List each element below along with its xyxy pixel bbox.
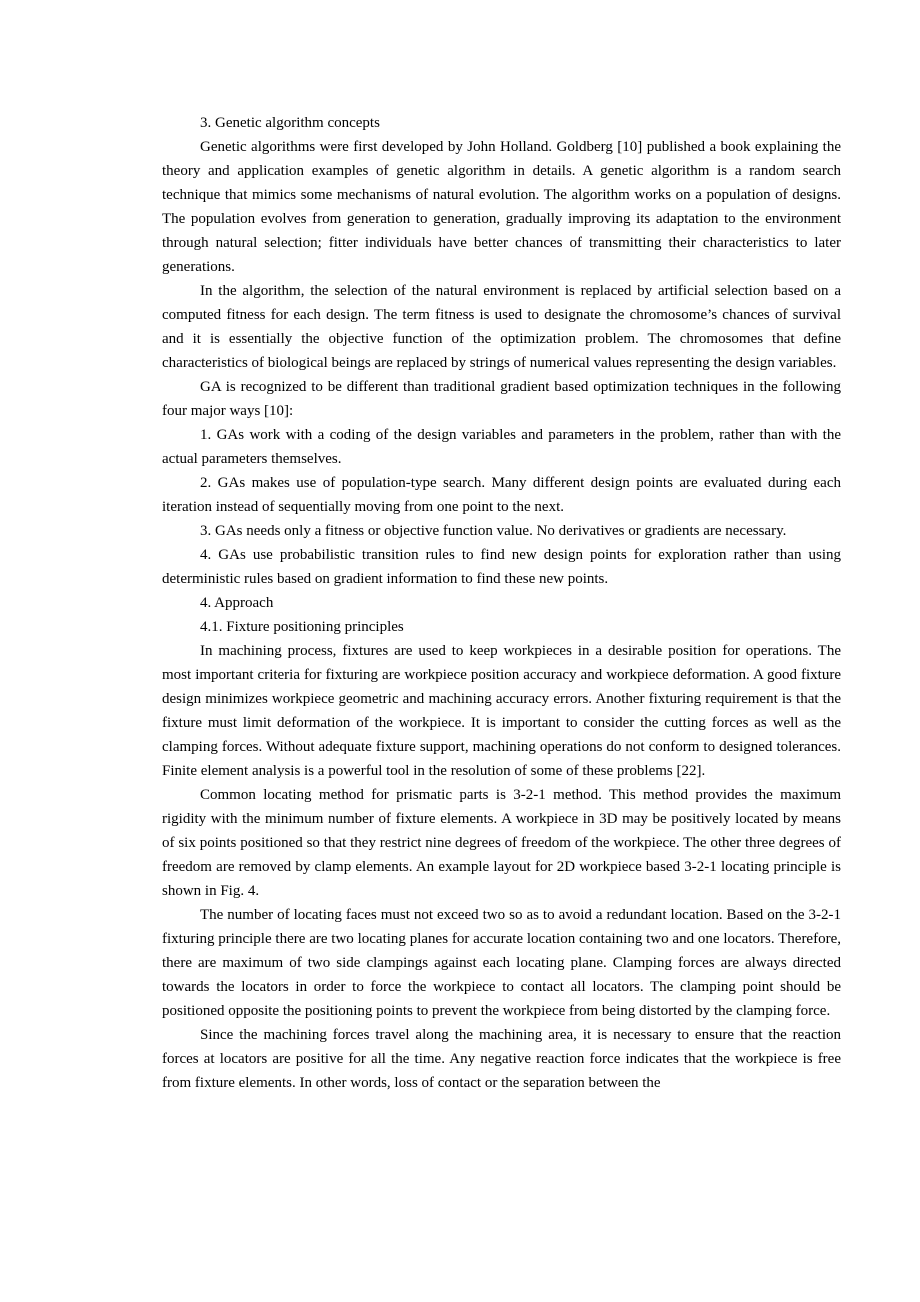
list-item-3: 3. GAs needs only a fitness or objective function value. No derivatives or gradients are necessary. xyxy=(200,523,787,539)
section-4-heading: 4. Approach xyxy=(200,595,274,611)
paragraph-ga-history: Genetic algorithms were first developed by John Holland. Goldberg [10] published a book explaining the theory and application examples of genetic algorithm in details. A genetic algorithm is a random search technique that mimics some mechanisms of natural evolution. The algorithm works on a population of designs. The population evolves from generation to generation, gradually improving its adaptation to the environment through natural selection; fitter individuals have better chances of transmitting their characteristics to later generations. xyxy=(162,139,841,275)
list-item-1: 1. GAs work with a coding of the design variables and parameters in the problem, rather than with the actual parameters themselves. xyxy=(162,427,841,467)
document-page xyxy=(162,111,841,1095)
paragraph-reaction-forces: Since the machining forces travel along the machining area, it is necessary to ensure that the reaction forces at locators are positive for all the time. Any negative reaction force indicates that the workpiece is free from fixture elements. In other words, loss of contact or the separation between the xyxy=(162,1027,841,1091)
section-3-heading: 3. Genetic algorithm concepts xyxy=(200,115,380,131)
paragraph-ga-selection: In the algorithm, the selection of the natural environment is replaced by artificial selection based on a computed fitness for each design. The term fitness is used to designate the chromosome’s chances of survival and it is essentially the objective function of the optimization problem. The chromosomes that define characteristics of biological beings are replaced by strings of numerical values representing the design variables. xyxy=(162,283,841,371)
paragraph-locating-faces: The number of locating faces must not exceed two so as to avoid a redundant location. Based on the 3-2-1 fixturing principle there are two locating planes for accurate location containing two and one locators. Therefore, there are maximum of two side clampings against each locating plane. Clamping forces are always directed towards the locators in order to force the workpiece to contact all locators. The clamping point should be positioned opposite the positioning points to prevent the workpiece from being distorted by the clamping force. xyxy=(162,907,841,1019)
list-item-4: 4. GAs use probabilistic transition rules to find new design points for exploration rather than using deterministic rules based on gradient information to find these new points. xyxy=(162,547,841,587)
list-item-2: 2. GAs makes use of population-type search. Many different design points are evaluated during each iteration instead of sequentially moving from one point to the next. xyxy=(162,475,841,515)
paragraph-ga-differences: GA is recognized to be different than traditional gradient based optimization techniques in the following four major ways [10]: xyxy=(162,379,841,419)
paragraph-321-method: Common locating method for prismatic parts is 3-2-1 method. This method provides the maximum rigidity with the minimum number of fixture elements. A workpiece in 3D may be positively located by means of six points positioned so that they restrict nine degrees of freedom of the workpiece. The other three degrees of freedom are removed by clamp elements. An example layout for 2D workpiece based 3-2-1 locating principle is shown in Fig. 4. xyxy=(162,787,841,899)
section-4-1-heading: 4.1. Fixture positioning principles xyxy=(200,619,404,635)
paragraph-fixture-criteria: In machining process, fixtures are used to keep workpieces in a desirable position for operations. The most important criteria for fixturing are workpiece position accuracy and workpiece deformation. A good fixture design minimizes workpiece geometric and machining accuracy errors. Another fixturing requirement is that the fixture must limit deformation of the workpiece. It is important to consider the cutting forces as well as the clamping forces. Without adequate fixture support, machining operations do not conform to designed tolerances. Finite element analysis is a powerful tool in the resolution of some of these problems [22]. xyxy=(162,643,841,779)
